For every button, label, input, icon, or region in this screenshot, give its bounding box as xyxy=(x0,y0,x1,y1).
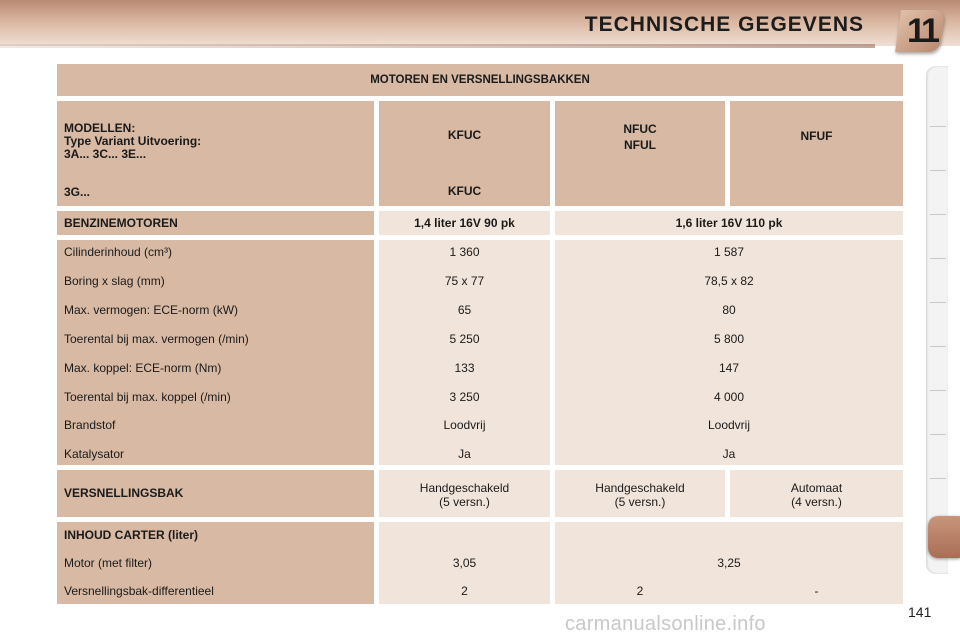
spec-label: Max. vermogen: ECE-norm (kW) xyxy=(64,303,239,317)
gearbox-col3-type: Automaat xyxy=(790,481,843,495)
tab-divider xyxy=(930,346,946,347)
gearbox-col3-gears: (4 versn.) xyxy=(791,495,842,509)
spec-label: Toerental bij max. vermogen (/min) xyxy=(64,332,249,346)
tab-divider xyxy=(930,478,946,479)
models-col2-cell xyxy=(555,101,725,206)
gearbox-label: VERSNELLINGSBAK xyxy=(57,470,374,517)
engine-1-4: 1,4 liter 16V 90 pk xyxy=(379,211,550,235)
models-label-cell xyxy=(57,101,374,206)
spec-value: 75 x 77 xyxy=(444,274,485,288)
gearbox-col1-type: Handgeschakeld xyxy=(419,481,510,495)
tab-divider xyxy=(930,214,946,215)
spec-value: 1 360 xyxy=(449,245,480,259)
models-label-2: Type Variant Uitvoering: xyxy=(64,134,202,148)
watermark: carmanualsonline.info xyxy=(565,613,766,635)
oil-row-label: Versnellingsbak-differentieel xyxy=(64,584,214,598)
oil-row-label: Motor (met filter) xyxy=(64,556,153,570)
model-code-kfuc: KFUC xyxy=(447,128,482,142)
model-code-nfuf: NFUF xyxy=(800,129,833,143)
spec-label: Katalysator xyxy=(64,447,125,461)
oil-value: - xyxy=(814,584,819,598)
spec-value: 80 xyxy=(722,303,736,317)
spec-value: 147 xyxy=(718,361,740,375)
oil-value: 3,05 xyxy=(452,556,477,570)
spec-value: 133 xyxy=(454,361,475,375)
spec-value: 5 250 xyxy=(449,332,480,346)
tab-divider xyxy=(930,434,946,435)
section-title: MOTOREN EN VERSNELLINGSBAKKEN xyxy=(57,64,903,96)
spec-value: 1 587 xyxy=(713,245,745,259)
models-col1-cell xyxy=(379,101,550,206)
engines-label: BENZINEMOTOREN xyxy=(57,211,374,235)
tab-divider xyxy=(930,390,946,391)
spec-value: Ja xyxy=(458,447,471,461)
gearbox-col3 xyxy=(730,470,903,517)
models-label-1: MODELLEN: xyxy=(64,121,136,135)
spec-value: 78,5 x 82 xyxy=(704,274,754,288)
gearbox-col1-gears: (5 versn.) xyxy=(439,495,490,509)
spec-value: 5 800 xyxy=(713,332,745,346)
gearbox-col2-type: Handgeschakeld xyxy=(595,481,685,495)
models-label-3: 3A... 3C... 3E... xyxy=(64,147,147,161)
spec-value: Loodvrij xyxy=(443,418,486,432)
tab-divider xyxy=(930,302,946,303)
page-number: 141 xyxy=(908,604,932,620)
oil-section-label: INHOUD CARTER (liter) xyxy=(64,528,198,542)
chapter-number: 11 xyxy=(907,12,937,50)
model-code-nful: NFUL xyxy=(624,138,656,152)
spec-label: Toerental bij max. koppel (/min) xyxy=(64,390,231,404)
chapter-tab-strip[interactable] xyxy=(926,66,948,574)
header-shadow xyxy=(0,44,875,48)
spec-label: Brandstof xyxy=(64,418,116,432)
model-code-nfuc: NFUC xyxy=(623,122,657,136)
models-col3-cell xyxy=(730,101,903,206)
gearbox-col2-gears: (5 versn.) xyxy=(614,495,666,509)
oil-value: 3,25 xyxy=(717,556,741,570)
model-code-kfuc-3g: KFUC xyxy=(447,184,482,198)
page-title: TECHNISCHE GEGEVENS xyxy=(584,13,864,36)
spec-value: Ja xyxy=(722,447,736,461)
spec-value: 65 xyxy=(457,303,472,317)
tab-divider xyxy=(930,126,946,127)
spec-label: Boring x slag (mm) xyxy=(64,274,165,288)
gearbox-col1 xyxy=(379,470,550,517)
active-chapter-tab[interactable] xyxy=(928,516,960,558)
spec-value: Loodvrij xyxy=(707,418,751,432)
tab-divider xyxy=(930,258,946,259)
oil-value: 2 xyxy=(636,584,644,598)
tab-divider xyxy=(930,170,946,171)
spec-label: Max. koppel: ECE-norm (Nm) xyxy=(64,361,222,375)
spec-value: 3 250 xyxy=(449,390,480,404)
engine-1-6: 1,6 liter 16V 110 pk xyxy=(555,211,903,235)
oil-value: 2 xyxy=(461,584,468,598)
spec-value: 4 000 xyxy=(713,390,745,404)
gearbox-col2 xyxy=(555,470,725,517)
models-label-4: 3G... xyxy=(64,185,91,199)
spec-label: Cilinderinhoud (cm³) xyxy=(64,245,173,259)
